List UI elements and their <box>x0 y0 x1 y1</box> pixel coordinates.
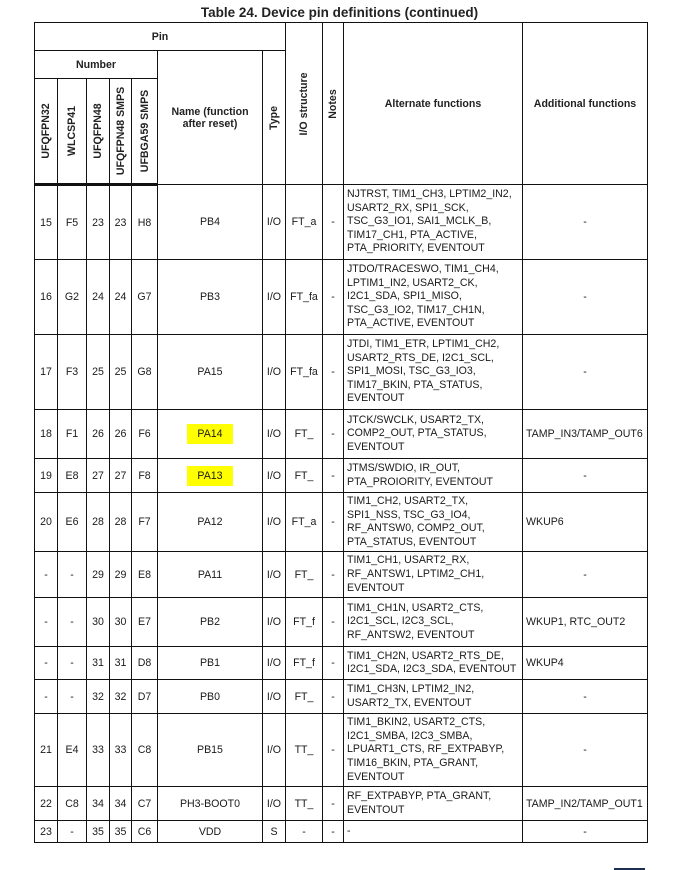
pin-ufqfpn48-smps: 35 <box>110 821 132 843</box>
additional-functions: - <box>523 821 648 843</box>
table-row <box>35 459 648 493</box>
alternate-functions: JTCK/SWCLK, USART2_TX, COMP2_OUT, PTA_STATUS, EVENTOUT <box>344 410 523 459</box>
alternate-functions: JTDI, TIM1_ETR, LPTIM1_CH2, USART2_RTS_DE, I2C1_SCL, SPI1_MOSI, TSC_G3_IO3, TIM17_BKIN, PTA_STATUS, EVENTOUT <box>344 335 523 410</box>
pin-ufbga59-smps: F6 <box>132 410 158 459</box>
notes: - <box>323 680 344 714</box>
pin-ufbga59-smps: E7 <box>132 598 158 647</box>
pin-name: PB2 <box>158 598 263 647</box>
pin-type: I/O <box>263 185 286 260</box>
pin-ufqfpn32: 21 <box>35 714 58 787</box>
header-package-ufbga59-smps: UFBGA59 SMPS <box>132 79 158 185</box>
pin-name: PB3 <box>158 260 263 335</box>
table-row <box>35 552 648 598</box>
pin-ufqfpn48: 26 <box>87 410 110 459</box>
pin-name <box>158 459 263 493</box>
notes: - <box>323 598 344 647</box>
notes: - <box>323 787 344 821</box>
alternate-functions: NJTRST, TIM1_CH3, LPTIM2_IN2, USART2_RX, SPI1_SCK, TSC_G3_IO1, SAI1_MCLK_B, TIM17_CH1, PTA_ACTIVE, PTA_PRIORITY, EVENTOUT <box>344 185 523 260</box>
notes: - <box>323 335 344 410</box>
pin-ufqfpn48-smps: 26 <box>110 410 132 459</box>
header-package-wlcsp41: WLCSP41 <box>58 79 87 185</box>
pin-type: I/O <box>263 260 286 335</box>
notes: - <box>323 647 344 680</box>
pin-ufqfpn32: 19 <box>35 459 58 493</box>
pin-ufqfpn48: 33 <box>87 714 110 787</box>
pin-wlcsp41: F1 <box>58 410 87 459</box>
pin-ufqfpn48-smps: 28 <box>110 493 132 552</box>
io-structure: FT_ <box>286 459 323 493</box>
pin-ufqfpn48-smps: 30 <box>110 598 132 647</box>
notes: - <box>323 552 344 598</box>
header-pin: Pin <box>35 23 286 51</box>
pin-wlcsp41: F3 <box>58 335 87 410</box>
pin-ufbga59-smps: D7 <box>132 680 158 714</box>
table-row <box>35 714 648 787</box>
pin-wlcsp41: E8 <box>58 459 87 493</box>
additional-functions: - <box>523 552 648 598</box>
io-structure: FT_a <box>286 493 323 552</box>
pin-ufqfpn48: 28 <box>87 493 110 552</box>
header-notes: Notes <box>323 23 344 185</box>
alternate-functions: TIM1_CH1, USART2_RX, RF_ANTSW1, LPTIM2_CH1, EVENTOUT <box>344 552 523 598</box>
pin-ufbga59-smps: C8 <box>132 714 158 787</box>
alternate-functions: TIM1_CH2, USART2_TX, SPI1_NSS, TSC_G3_IO4, RF_ANTSW0, COMP2_OUT, PTA_STATUS, EVENTOUT <box>344 493 523 552</box>
table-row <box>35 680 648 714</box>
notes: - <box>323 821 344 843</box>
additional-functions: WKUP6 <box>523 493 648 552</box>
pin-ufbga59-smps: C6 <box>132 821 158 843</box>
alternate-functions: TIM1_CH3N, LPTIM2_IN2, USART2_TX, EVENTOUT <box>344 680 523 714</box>
pin-type: I/O <box>263 552 286 598</box>
pin-wlcsp41: C8 <box>58 787 87 821</box>
pin-ufbga59-smps: D8 <box>132 647 158 680</box>
notes: - <box>323 714 344 787</box>
io-structure: TT_ <box>286 787 323 821</box>
pin-ufqfpn48-smps: 23 <box>110 185 132 260</box>
io-structure: TT_ <box>286 714 323 787</box>
additional-functions: TAMP_IN2/TAMP_OUT1 <box>523 787 648 821</box>
alternate-functions: TIM1_CH1N, USART2_CTS, I2C1_SCL, I2C3_SCL, RF_ANTSW2, EVENTOUT <box>344 598 523 647</box>
pin-name: PB4 <box>158 185 263 260</box>
pin-ufqfpn32: 20 <box>35 493 58 552</box>
alternate-functions: - <box>344 821 523 843</box>
additional-functions: - <box>523 335 648 410</box>
table-row <box>35 598 648 647</box>
io-structure: FT_fa <box>286 260 323 335</box>
pin-ufqfpn48-smps: 31 <box>110 647 132 680</box>
additional-functions: - <box>523 680 648 714</box>
additional-functions: - <box>523 185 648 260</box>
pin-ufbga59-smps: H8 <box>132 185 158 260</box>
additional-functions: - <box>523 714 648 787</box>
pin-type: I/O <box>263 493 286 552</box>
pin-name: PA11 <box>158 552 263 598</box>
header-name: Name (function after reset) <box>158 51 263 185</box>
header-io-structure: I/O structure <box>286 23 323 185</box>
pin-ufbga59-smps: G7 <box>132 260 158 335</box>
header-package-ufqfpn32: UFQFPN32 <box>35 79 58 185</box>
table-row <box>35 335 648 410</box>
table-row <box>35 185 648 260</box>
pin-ufqfpn48: 23 <box>87 185 110 260</box>
pin-ufqfpn48-smps: 25 <box>110 335 132 410</box>
pin-ufqfpn32: - <box>35 598 58 647</box>
pin-ufqfpn48-smps: 24 <box>110 260 132 335</box>
pin-wlcsp41: - <box>58 821 87 843</box>
table-row <box>35 647 648 680</box>
pin-ufbga59-smps: G8 <box>132 335 158 410</box>
table-row <box>35 787 648 821</box>
highlighted-pin-name: PA14 <box>187 424 232 444</box>
pin-type: I/O <box>263 647 286 680</box>
header-type: Type <box>263 51 286 185</box>
pin-name: PB0 <box>158 680 263 714</box>
pin-type: I/O <box>263 335 286 410</box>
table-title: Table 24. Device pin definitions (continued) <box>200 5 479 20</box>
pin-wlcsp41: E6 <box>58 493 87 552</box>
pin-ufqfpn48-smps: 27 <box>110 459 132 493</box>
pin-type: I/O <box>263 410 286 459</box>
pin-name: PB1 <box>158 647 263 680</box>
pin-ufqfpn32: - <box>35 680 58 714</box>
pin-type: I/O <box>263 598 286 647</box>
pin-wlcsp41: G2 <box>58 260 87 335</box>
table-row <box>35 260 648 335</box>
notes: - <box>323 185 344 260</box>
io-structure: FT_fa <box>286 335 323 410</box>
pin-ufqfpn48: 34 <box>87 787 110 821</box>
pin-ufbga59-smps: C7 <box>132 787 158 821</box>
alternate-functions: JTMS/SWDIO, IR_OUT, PTA_PROIORITY, EVENTOUT <box>344 459 523 493</box>
table-row <box>35 493 648 552</box>
pin-ufqfpn48-smps: 34 <box>110 787 132 821</box>
pin-wlcsp41: F5 <box>58 185 87 260</box>
io-structure: FT_f <box>286 647 323 680</box>
pin-ufqfpn48: 25 <box>87 335 110 410</box>
pin-type: I/O <box>263 459 286 493</box>
pin-name <box>158 410 263 459</box>
pin-wlcsp41: E4 <box>58 714 87 787</box>
pin-ufbga59-smps: E8 <box>132 552 158 598</box>
io-structure: FT_ <box>286 552 323 598</box>
pin-name: PH3-BOOT0 <box>158 787 263 821</box>
pin-ufqfpn32: 23 <box>35 821 58 843</box>
header-alternate-functions: Alternate functions <box>344 23 523 185</box>
alternate-functions: RF_EXTPABYP, PTA_GRANT, EVENTOUT <box>344 787 523 821</box>
pin-ufqfpn48-smps: 29 <box>110 552 132 598</box>
highlighted-pin-name: PA13 <box>187 466 232 486</box>
pin-ufqfpn48: 29 <box>87 552 110 598</box>
pin-ufqfpn48: 31 <box>87 647 110 680</box>
pin-definitions-table <box>34 22 648 843</box>
pin-ufqfpn32: - <box>35 647 58 680</box>
pin-type: I/O <box>263 714 286 787</box>
additional-functions: - <box>523 260 648 335</box>
pin-ufbga59-smps: F8 <box>132 459 158 493</box>
header-package-ufqfpn48-smps: UFQFPN48 SMPS <box>110 79 132 185</box>
notes: - <box>323 493 344 552</box>
additional-functions: TAMP_IN3/TAMP_OUT6 <box>523 410 648 459</box>
pin-wlcsp41: - <box>58 680 87 714</box>
pin-ufqfpn32: 16 <box>35 260 58 335</box>
alternate-functions: TIM1_CH2N, USART2_RTS_DE, I2C1_SDA, I2C3_SDA, EVENTOUT <box>344 647 523 680</box>
pin-ufqfpn32: 17 <box>35 335 58 410</box>
io-structure: FT_ <box>286 410 323 459</box>
table-row <box>35 410 648 459</box>
table-row <box>35 821 648 843</box>
notes: - <box>323 459 344 493</box>
pin-wlcsp41: - <box>58 647 87 680</box>
header-additional-functions: Additional functions <box>523 23 648 185</box>
pin-type: I/O <box>263 680 286 714</box>
pin-name: VDD <box>158 821 263 843</box>
pin-name: PB15 <box>158 714 263 787</box>
additional-functions: WKUP4 <box>523 647 648 680</box>
additional-functions: WKUP1, RTC_OUT2 <box>523 598 648 647</box>
pin-ufqfpn32: 22 <box>35 787 58 821</box>
io-structure: FT_ <box>286 680 323 714</box>
pin-ufqfpn48-smps: 32 <box>110 680 132 714</box>
pin-type: S <box>263 821 286 843</box>
pin-ufqfpn48: 24 <box>87 260 110 335</box>
pin-ufqfpn48-smps: 33 <box>110 714 132 787</box>
header-package-ufqfpn48: UFQFPN48 <box>87 79 110 185</box>
pin-wlcsp41: - <box>58 552 87 598</box>
pin-ufqfpn32: 15 <box>35 185 58 260</box>
pin-wlcsp41: - <box>58 598 87 647</box>
additional-functions: - <box>523 459 648 493</box>
io-structure: - <box>286 821 323 843</box>
header-number: Number <box>35 51 158 79</box>
pin-ufqfpn32: 18 <box>35 410 58 459</box>
alternate-functions: JTDO/TRACESWO, TIM1_CH4, LPTIM1_IN2, USART2_CK, I2C1_SDA, SPI1_MISO, TSC_G3_IO2, TIM17_CH1N, PTA_ACTIVE, EVENTOUT <box>344 260 523 335</box>
notes: - <box>323 260 344 335</box>
pin-name: PA12 <box>158 493 263 552</box>
io-structure: FT_f <box>286 598 323 647</box>
pin-ufqfpn48: 32 <box>87 680 110 714</box>
pin-ufqfpn48: 27 <box>87 459 110 493</box>
pin-ufqfpn48: 30 <box>87 598 110 647</box>
pin-ufbga59-smps: F7 <box>132 493 158 552</box>
alternate-functions: TIM1_BKIN2, USART2_CTS, I2C1_SMBA, I2C3_SMBA, LPUART1_CTS, RF_EXTPABYP, TIM16_BKIN, PTA_GRANT, EVENTOUT <box>344 714 523 787</box>
pin-name: PA15 <box>158 335 263 410</box>
pin-ufqfpn32: - <box>35 552 58 598</box>
notes: - <box>323 410 344 459</box>
io-structure: FT_a <box>286 185 323 260</box>
pin-type: I/O <box>263 787 286 821</box>
pin-ufqfpn48: 35 <box>87 821 110 843</box>
